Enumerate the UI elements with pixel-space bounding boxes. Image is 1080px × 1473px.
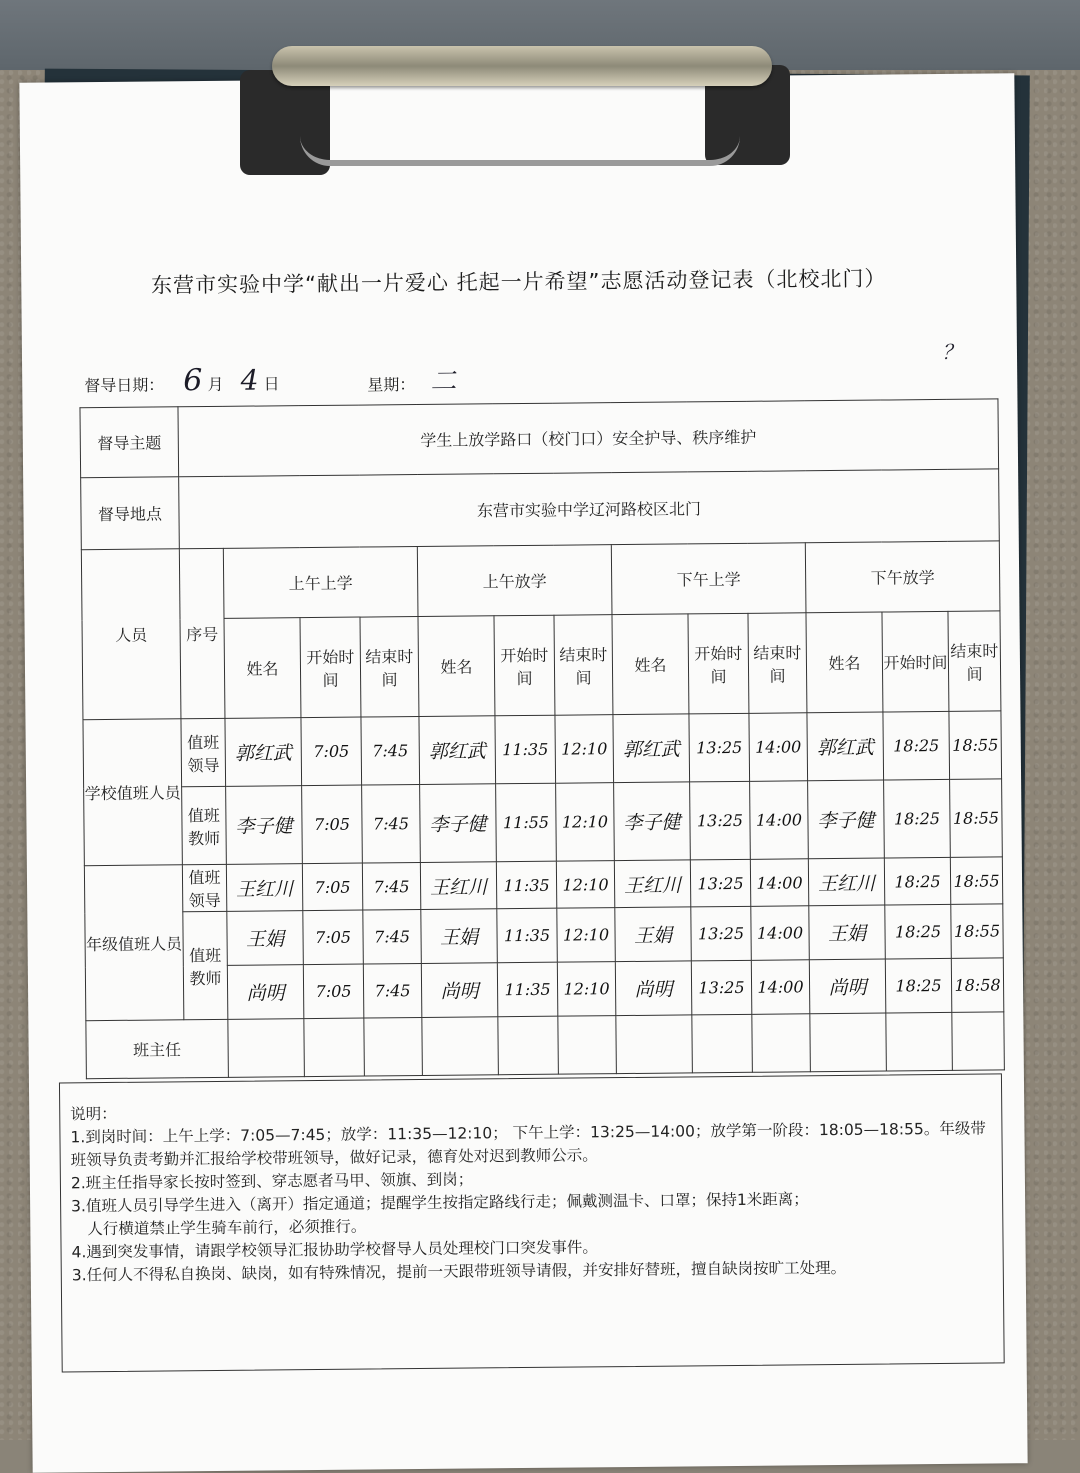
end-time: 12:10	[555, 715, 614, 784]
start-time: 11:35	[496, 861, 556, 909]
signature-name: 李子健	[808, 780, 885, 859]
note-line: 4.遇到突发事情，请跟学校领导汇报协助学校督导人员处理校门口突发事件。	[71, 1238, 598, 1262]
empty-cell	[364, 1017, 423, 1076]
signature-name: 郭红武	[613, 714, 690, 783]
start-time: 11:35	[495, 715, 556, 784]
weekday-field	[367, 361, 456, 399]
sub-header-start: 开始时间	[688, 613, 749, 714]
sub-header-end: 结束时间	[360, 617, 419, 718]
empty-cell	[422, 1017, 499, 1076]
date-month-value: 6	[183, 363, 203, 399]
empty-cell	[886, 1012, 953, 1071]
signature-name: 王红川	[226, 864, 302, 912]
theme-label: 督导主题	[80, 407, 179, 478]
note-line: 1.到岗时间：上午上学：7:05—7:45；放学：11:35—12:10； 下午上学：13:25—14:00；放学第一阶段：18:05—18:55。年级带班领导负责考勤并汇报给学校带班领导，做好记录，德育处对迟到教师公示。	[70, 1119, 986, 1170]
signature-name: 王娟	[615, 907, 692, 962]
start-time: 7:05	[303, 910, 364, 965]
start-time: 7:05	[302, 785, 363, 864]
end-time: 18:55	[951, 904, 1004, 958]
end-time: 14:00	[749, 713, 808, 782]
start-time: 7:05	[303, 964, 364, 1019]
head-teacher-label: 班主任	[86, 1019, 229, 1078]
people-header: 人员	[81, 549, 181, 720]
signature-name: 郭红武	[807, 712, 884, 781]
signature-name: 尚明	[421, 963, 498, 1018]
start-time: 18:25	[884, 857, 950, 905]
group-label-school: 学校值班人员	[83, 719, 182, 866]
empty-cell	[558, 1016, 617, 1075]
empty-cell	[498, 1016, 559, 1075]
role-label: 值班领导	[182, 864, 226, 911]
signature-name: 王娟	[809, 905, 886, 960]
empty-cell	[304, 1018, 365, 1077]
start-time: 7:05	[302, 863, 362, 911]
empty-cell	[692, 1014, 753, 1073]
start-time: 13:25	[689, 713, 750, 782]
end-time: 18:55	[950, 779, 1003, 857]
end-time: 12:10	[557, 908, 616, 963]
end-time: 7:45	[361, 717, 420, 786]
sub-header-name: 姓名	[224, 618, 301, 719]
clip-wire	[300, 130, 740, 166]
theme-value: 学生上放学路口（校门口）安全护导、秩序维护	[178, 399, 999, 477]
signature-name: 王娟	[421, 909, 498, 964]
sub-header-name: 姓名	[418, 616, 495, 717]
registration-sheet	[19, 73, 1027, 1472]
end-time: 12:10	[556, 861, 614, 909]
signature-name: 李子健	[226, 786, 303, 865]
end-time: 14:00	[751, 960, 810, 1015]
notes-heading: 说明：	[70, 1104, 117, 1124]
end-time: 18:58	[951, 958, 1004, 1012]
end-time: 14:00	[750, 859, 808, 907]
empty-cell	[952, 1012, 1005, 1070]
start-time: 13:25	[691, 960, 752, 1015]
start-time: 13:25	[690, 781, 751, 860]
sub-header-end: 结束时间	[948, 611, 1001, 711]
end-time: 7:45	[363, 909, 422, 964]
signature-name: 王红川	[420, 862, 496, 910]
end-time: 14:00	[751, 906, 810, 961]
signature-name: 王红川	[614, 860, 690, 908]
start-time: 11:35	[497, 908, 558, 963]
period-header-afternoon-leave: 下午放学	[805, 541, 1000, 613]
start-time: 11:55	[496, 783, 557, 862]
end-time: 18:55	[949, 711, 1002, 779]
weekday-label: 星期：	[367, 375, 416, 395]
signature-name: 尚明	[615, 961, 692, 1016]
sub-header-start: 开始时间	[300, 617, 361, 718]
sub-header-end: 结束时间	[748, 613, 807, 714]
signature-name: 王红川	[808, 858, 884, 906]
date-field	[84, 362, 280, 399]
role-label: 值班教师	[182, 786, 227, 864]
clip-handle	[272, 46, 772, 86]
day-unit: 日	[263, 374, 280, 394]
end-time: 14:00	[750, 781, 809, 860]
note-line: 人行横道禁止学生骑车前行，必须推行。	[87, 1217, 367, 1239]
start-time: 18:25	[885, 958, 952, 1013]
group-label-grade: 年级值班人员	[84, 865, 183, 1021]
note-line: 3.值班人员引导学生进入（离开）指定通道；提醒学生按指定路线行走；佩戴测温卡、口罩；保持1米距离；	[71, 1190, 809, 1216]
place-value: 东营市实验中学辽河路校区北门	[179, 469, 1000, 549]
sub-header-start: 开始时间	[882, 611, 949, 712]
duty-table	[79, 398, 1004, 1079]
signature-name: 李子健	[420, 784, 497, 863]
seq-header: 序号	[179, 548, 225, 718]
start-time: 18:25	[885, 904, 952, 959]
weekday-value: 二	[430, 366, 457, 397]
start-time: 13:25	[691, 906, 752, 961]
role-label: 值班教师	[183, 911, 228, 1019]
note-line: 3.任何人不得私自换岗、缺岗，如有特殊情况，提前一天跟带班领导请假，并安排好替班，擅自缺岗按旷工处理。	[71, 1258, 847, 1285]
signature-name: 李子健	[614, 782, 691, 861]
date-label: 督导日期：	[84, 375, 165, 396]
end-time: 7:45	[363, 963, 422, 1018]
signature-name: 郭红武	[419, 716, 496, 785]
month-unit: 月	[207, 374, 224, 395]
period-header-morning-leave: 上午放学	[417, 545, 612, 617]
start-time: 13:25	[690, 859, 750, 907]
end-time: 7:45	[362, 784, 421, 863]
start-time: 7:05	[301, 717, 362, 786]
period-header-morning-arrive: 上午上学	[223, 547, 418, 619]
empty-cell	[616, 1015, 693, 1074]
start-time: 18:25	[883, 711, 950, 780]
sub-header-name: 姓名	[806, 612, 883, 713]
sub-header-start: 开始时间	[494, 615, 555, 716]
signature-name: 尚明	[809, 959, 886, 1014]
empty-cell	[810, 1013, 887, 1072]
empty-cell	[752, 1014, 811, 1073]
sub-header-name: 姓名	[612, 614, 689, 715]
instructions-box	[59, 1073, 1005, 1372]
signature-name: 尚明	[227, 965, 304, 1020]
period-header-afternoon-arrive: 下午上学	[611, 543, 806, 615]
end-time: 18:55	[950, 857, 1002, 904]
end-time: 12:10	[557, 962, 616, 1017]
corner-handwritten-mark: ？	[941, 339, 963, 364]
date-day-value: 4	[240, 363, 259, 397]
place-label: 督导地点	[81, 477, 180, 550]
form-title: 东营市实验中学“献出一片爱心 托起一片希望”志愿活动登记表（北校北门）	[150, 266, 887, 298]
role-label: 值班领导	[181, 718, 226, 786]
start-time: 18:25	[884, 779, 951, 858]
sub-header-end: 结束时间	[554, 615, 613, 716]
empty-cell	[228, 1019, 305, 1078]
start-time: 11:35	[497, 962, 558, 1017]
end-time: 12:10	[556, 783, 615, 862]
note-line: 2.班主任指导家长按时签到、穿志愿者马甲、领旗、到岗；	[70, 1170, 474, 1193]
end-time: 7:45	[362, 862, 420, 910]
signature-name: 郭红武	[225, 718, 302, 787]
signature-name: 王娟	[227, 911, 304, 966]
